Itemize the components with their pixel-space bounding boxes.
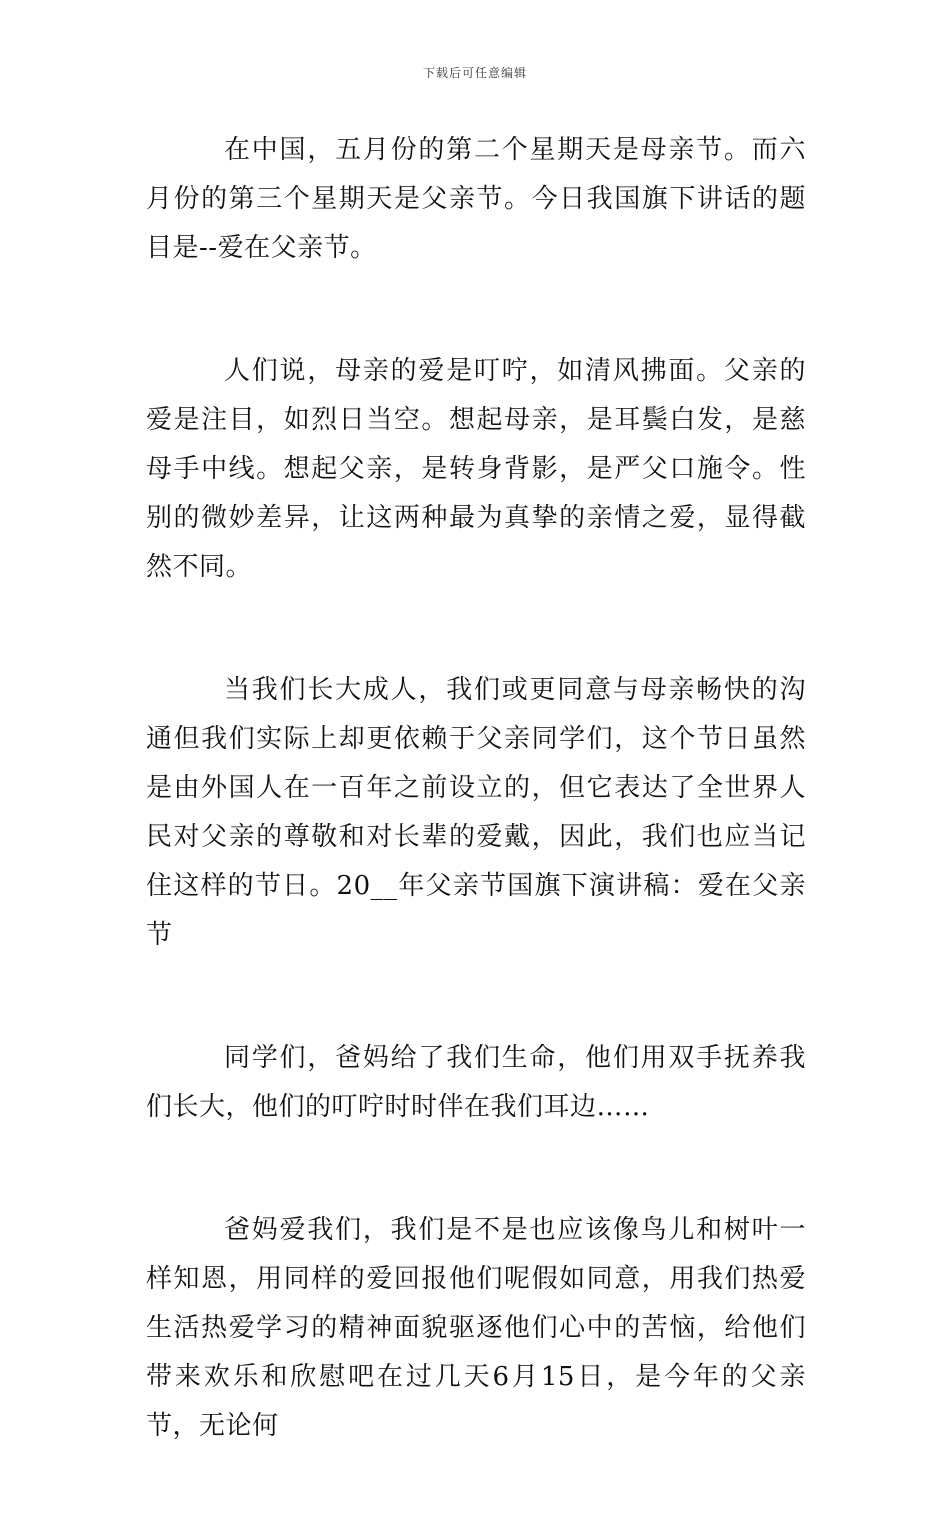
document-body bbox=[146, 126, 806, 1525]
paragraph-1: 在中国，五月份的第二个星期天是母亲节。而六月份的第三个星期天是父亲节。今日我国旗下讲话的题目是--爱在父亲节。 bbox=[146, 135, 806, 263]
paragraph-4: 同学们，爸妈给了我们生命，他们用双手抚养我们长大，他们的叮咛时时伴在我们耳边…… bbox=[146, 1043, 806, 1122]
paragraph-5: 爸妈爱我们，我们是不是也应该像鸟儿和树叶一样知恩，用同样的爱回报他们呢假如同意，用我们热爱生活热爱学习的精神面貌驱逐他们心中的苦恼，给他们带来欢乐和欣慰吧在过几天6月15日，是今年的父亲节，无论何 bbox=[146, 1215, 806, 1441]
paragraph-3: 当我们长大成人，我们或更同意与母亲畅快的沟通但我们实际上却更依赖于父亲同学们，这个节日虽然是由外国人在一百年之前设立的，但它表达了全世界人民对父亲的尊敬和对长辈的爱戴，因此，我们也应当记住这样的节日。20__年父亲节国旗下演讲稿：爱在父亲节 bbox=[146, 675, 806, 950]
page-header-note: 下载后可任意编辑 bbox=[422, 66, 527, 80]
paragraph-2: 人们说，母亲的爱是叮咛，如清风拂面。父亲的爱是注目，如烈日当空。想起母亲，是耳鬓白发，是慈母手中线。想起父亲，是转身背影，是严父口施令。性别的微妙差异，让这两种最为真挚的亲情之爱，显得截然不同。 bbox=[146, 356, 806, 582]
